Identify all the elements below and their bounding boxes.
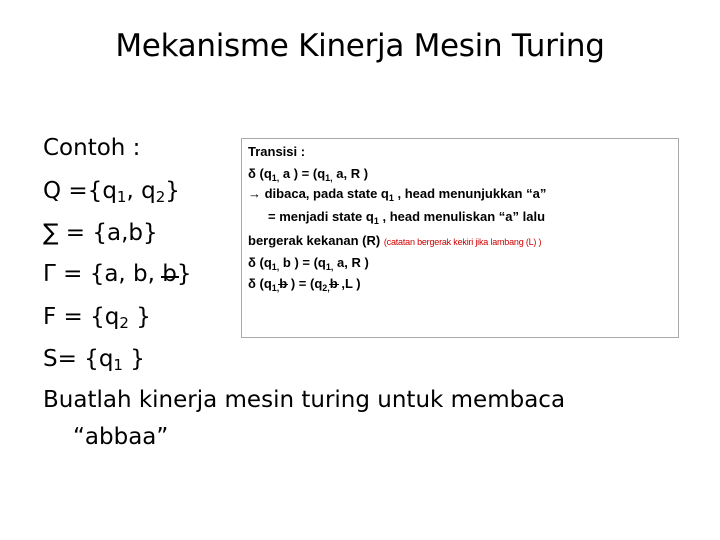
direction-note: (catatan bergerak kekiri jika lambang (L) ) — [383, 237, 542, 247]
transition-box — [241, 138, 679, 338]
transition-heading: Transisi : — [248, 144, 306, 159]
instruction-line-1: Buatlah kinerja mesin turing untuk membaca — [43, 387, 566, 413]
transition-2: δ ($q_{1,}$ b ) = ($q_{1,}$ a, R ) — [248, 255, 369, 272]
f-set-line: $F = \{q_2$ } — [43, 304, 151, 332]
transition-3: δ ($q_{1,}b$ ) = ($q_{2,}b$ ,L ) — [248, 276, 361, 293]
transition-1-desc-1: → dibaca, pada state $q_1$ , head menunjukkan “a” — [248, 186, 547, 203]
struck-symbol: b — [329, 276, 338, 291]
transition-1: δ ($q_{1,}$ a ) = ($q_{1,}$ a, R ) — [248, 166, 369, 183]
gamma-line: Γ = {a, b, b} — [43, 261, 192, 287]
example-label: Contoh : — [43, 135, 141, 161]
q-set-line: $Q =\{q_1$, $q_2$} — [43, 178, 180, 206]
slide-title: Mekanisme Kinerja Mesin Turing — [115, 28, 605, 64]
transition-1-desc-2: = menjadi state $q_1$ , head menuliskan “a” lalu — [268, 209, 546, 226]
struck-blank-symbol: b — [162, 261, 177, 287]
s-set-line: $S= \{q_1$ } — [43, 346, 145, 374]
struck-symbol: b — [279, 276, 288, 291]
instruction-line-2: “abbaa” — [73, 424, 169, 450]
transition-1-desc-3: bergerak kekanan (R) (catatan bergerak kekiri jika lambang (L) ) — [248, 233, 542, 248]
sigma-line: ∑ = {a,b} — [43, 220, 158, 246]
